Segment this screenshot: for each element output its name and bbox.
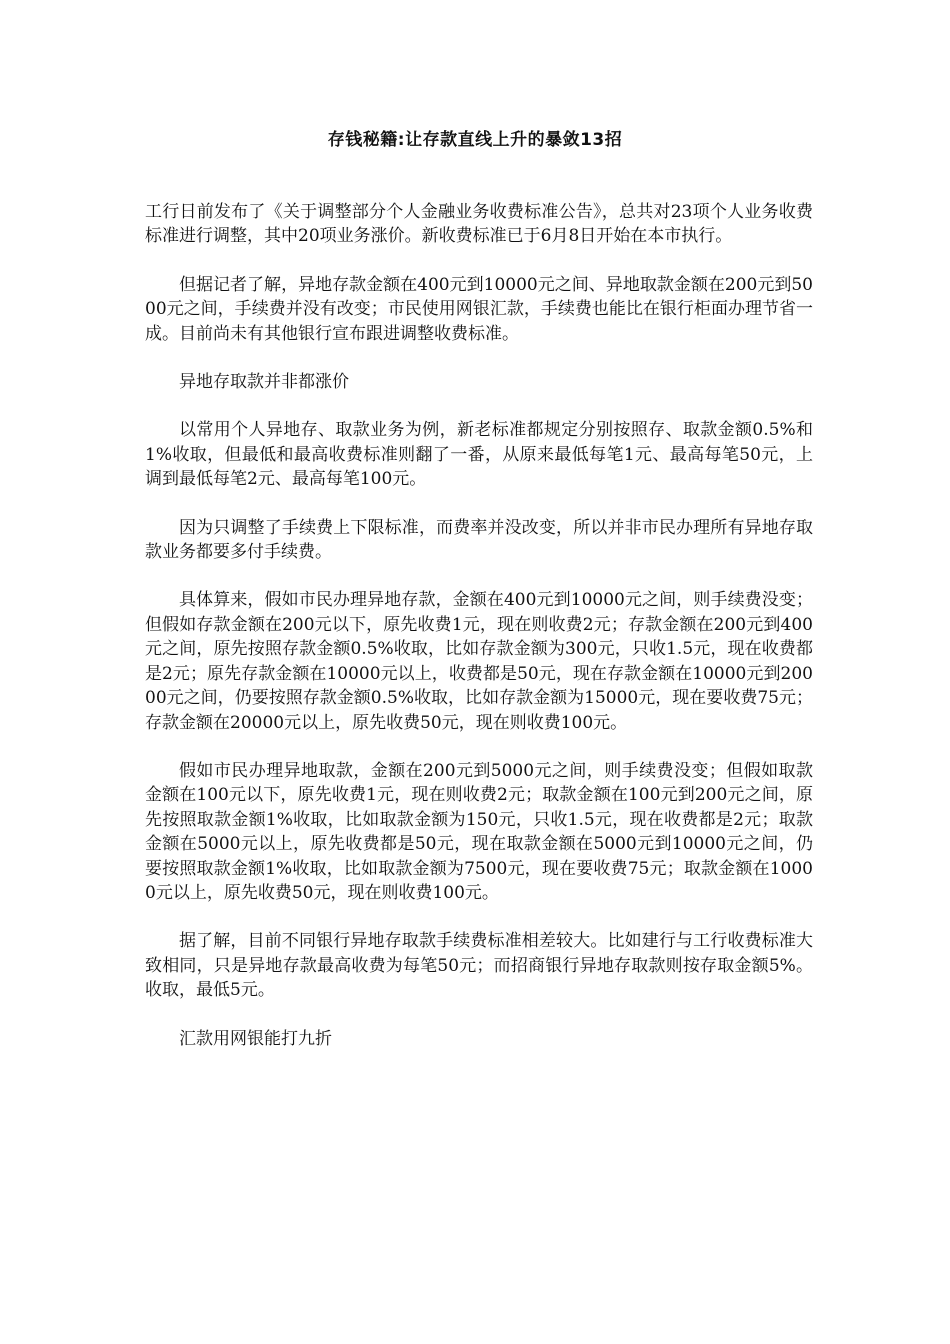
- section-heading-online-banking: 汇款用网银能打九折: [179, 1028, 332, 1049]
- document-body: [145, 200, 813, 1075]
- paragraph-withdrawal-calculation: 假如市民办理异地取款，金额在200元到5000元之间，则手续费没变；但假如取款金额在100元以下，原先收费1元，现在则收费2元；取款金额在100元到200元之间，原先按照取款金额1%收取，比如取款金额为150元，只收1.5元，现在收费都是2元；取款金额在5000元以上，原先收费都是50元，现在取款金额在5000元到10000元之间，仍要按照取款金额1%收取，比如取款金额为7500元，现在要收费75元；取款金额在10000元以上，原先收费50元，现在则收费100元。: [145, 760, 813, 903]
- document-title: 存钱秘籍:让存款直线上升的暴敛13招: [327, 130, 623, 150]
- paragraph-intro: 工行日前发布了《关于调整部分个人金融业务收费标准公告》，总共对23项个人业务收费标准进行调整，其中20项业务涨价。新收费标准已于6月8日开始在本市执行。: [145, 202, 813, 247]
- section-heading-remote-deposit: 异地存取款并非都涨价: [179, 372, 349, 393]
- paragraph-bank-comparison: 据了解，目前不同银行异地存取款手续费标准相差较大。比如建行与工行收费标准大致相同，只是异地存款最高收费为每笔50元；而招商银行异地存取款则按存取金额5%。收取，最低5元。: [145, 931, 813, 1001]
- paragraph-reporter-findings: 但据记者了解，异地存款金额在400元到10000元之间、异地取款金额在200元到5000元之间，手续费并没有改变；市民使用网银汇款，手续费也能比在银行柜面办理节省一成。目前尚未有其他银行宣布跟进调整收费标准。: [145, 274, 813, 344]
- paragraph-limits-adjusted: 因为只调整了手续费上下限标准，而费率并没改变，所以并非市民办理所有异地存取款业务都要多付手续费。: [145, 517, 813, 563]
- paragraph-deposit-calculation: 具体算来，假如市民办理异地存款，金额在400元到10000元之间，则手续费没变；但假如存款金额在200元以下，原先收费1元，现在则收费2元；存款金额在200元到400元之间，原先按照存款金额0.5%收取，比如存款金额为300元，只收1.5元，现在收费都是2元；原先存款金额在10000元以上，收费都是50元，现在存款金额在10000元到20000元之间，仍要按照存款金额0.5%收取，比如存款金额为15000元，现在要收费75元；存款金额在20000元以上，原先收费50元，现在则收费100元。: [145, 590, 813, 733]
- paragraph-fee-standards: 以常用个人异地存、取款业务为例，新老标准都规定分别按照存、取款金额0.5%和1%收取，但最低和最高收费标准则翻了一番，从原来最低每笔1元、最高每笔50元，上调到最低每笔2元、最高每笔100元。: [145, 420, 813, 490]
